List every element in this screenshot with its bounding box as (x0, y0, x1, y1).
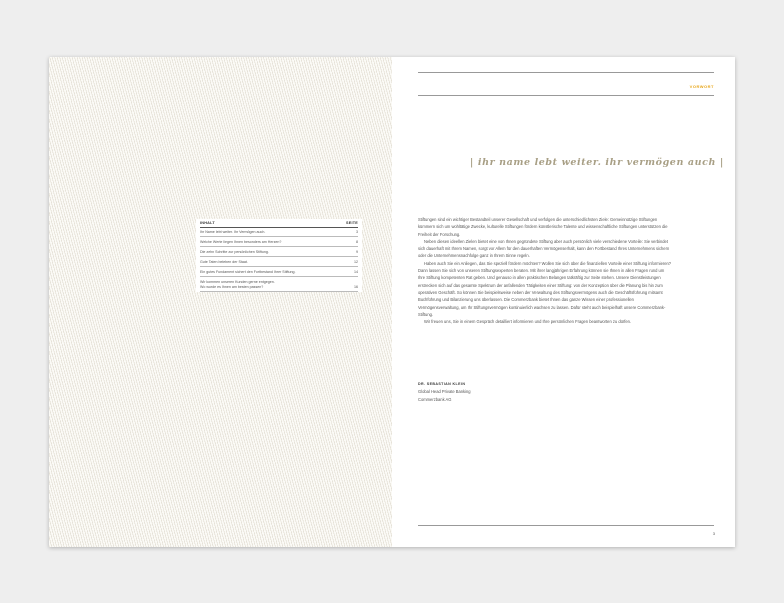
toc-row[interactable] (200, 247, 358, 257)
toc-row-title: Gute Taten beleben der Staat. (200, 259, 248, 264)
toc-header (200, 219, 358, 228)
paragraph: Neben diesen ideellen Zielen bietet eine von Ihnen gegründete Stiftung aber auch persönlich viele verschiedene Vorteile: Sie verbindet sich dauerhaft mit Ihrem Namen, sorgt vor Allem für den dauerhaften Vermögenserhalt, kann den Fortbestand Ihres Unternehmens sichern oder die Unternehmensnachfolge ganz in Ihrem Sinne regeln. (418, 238, 670, 259)
footer-rule (418, 525, 714, 526)
toc-row-title: Ein gutes Fundament sichert den Fortbestand Ihrer Stiftung. (200, 269, 296, 274)
toc-row-page: 3 (356, 229, 358, 234)
signature-role: Global Head Private Banking (418, 389, 471, 395)
toc-row-page: 14 (354, 269, 358, 274)
toc-page-heading: SEITE (346, 221, 358, 225)
toc-row[interactable] (200, 257, 358, 267)
toc-row-title: Ihr Name lebt weiter. Ihr Vermögen auch. (200, 229, 266, 234)
toc-row[interactable] (200, 237, 358, 247)
toc-row-page: 16 (354, 284, 358, 289)
document-spread (49, 57, 735, 547)
signature-company: Commerzbank AG (418, 396, 452, 402)
body-text (418, 216, 672, 325)
paragraph: Haben auch Sie ein Anliegen, das Sie speziell fördern möchten? Wollen Sie sich über die finanziellen Vorteile einer Stiftung informieren? Dann lassen Sie sich von unseren Stiftungsexperten beraten. Mit ihrer langjährigen Erfahrung können sie Ihnen in allen Fragen rund um Ihre Stiftung kompetenten Rat geben. Und genauso in allen praktischen Belangen tatkräftig zur Seite stehen. Unsere Dienstleistungen erstrecken sich auf das gesamte Spektrum der anfallenden Tätigkeiten einer Stiftung: von der Konzeption über die Planung bis hin zum operativen Geschäft. So können Sie beispielsweise neben der Verwaltung des Stiftungsvermögens auch die Geschäftsführung mitsamt Buchführung und Bilanzierung uns überlassen. Die Commerzbank bietet Ihnen das ganze Wissen einer professionellen Vermögensverwaltung, um Ihr Stiftungsvermögen kontinuierlich wachsen zu lassen. Dafür steht auch beispielhaft unsere Commerzbank-Stiftung. (418, 260, 672, 317)
toc-row-title: Wir kommen unseren Kunden gerne entgegen. Wo wurde es Ihnen am besten passen? (200, 279, 275, 289)
paragraph: Wir freuen uns, Sie in einem Gespräch detailliert informieren und Ihre persönlichen Fragen beantworten zu dürfen. (424, 319, 632, 325)
toc-row[interactable] (200, 267, 358, 277)
signature-name: DR. SEBASTIAN KLEIN (418, 382, 466, 386)
toc-row-page: 9 (356, 249, 358, 254)
toc-row-title: Welche Werte liegen Ihnen besonders am Herzen? (200, 239, 282, 244)
toc-row-page: 12 (354, 259, 358, 264)
paragraph: Stiftungen sind ein wichtiger Bestandteil unserer Gesellschaft und verfolgen die unterschiedlichsten Ziele: Gemeinnützige Stiftungen kümmern sich um wohltätige Zwecke, kulturelle Stiftungen fördern künstlerische Talente und wissenschaftliche Stiftungen unterstützen die Freiheit der Forschung. (418, 217, 668, 237)
right-page (392, 57, 735, 547)
toc-row-page: 8 (356, 239, 358, 244)
left-page (49, 57, 392, 547)
top-rule (418, 72, 714, 73)
page-number: 3 (712, 531, 715, 536)
signature (418, 381, 618, 403)
toc-row-title: Die zehn Schritte zur persönlichen Stiftung. (200, 249, 269, 254)
toc-row[interactable] (200, 277, 358, 292)
table-of-contents (196, 219, 362, 292)
toc-heading: INHALT (200, 221, 215, 225)
headline: | ihr name lebt weiter. ihr vermögen auch | (469, 157, 724, 168)
section-label: VORWORT (689, 84, 714, 89)
header-rule (418, 95, 714, 96)
toc-row[interactable] (200, 228, 358, 238)
